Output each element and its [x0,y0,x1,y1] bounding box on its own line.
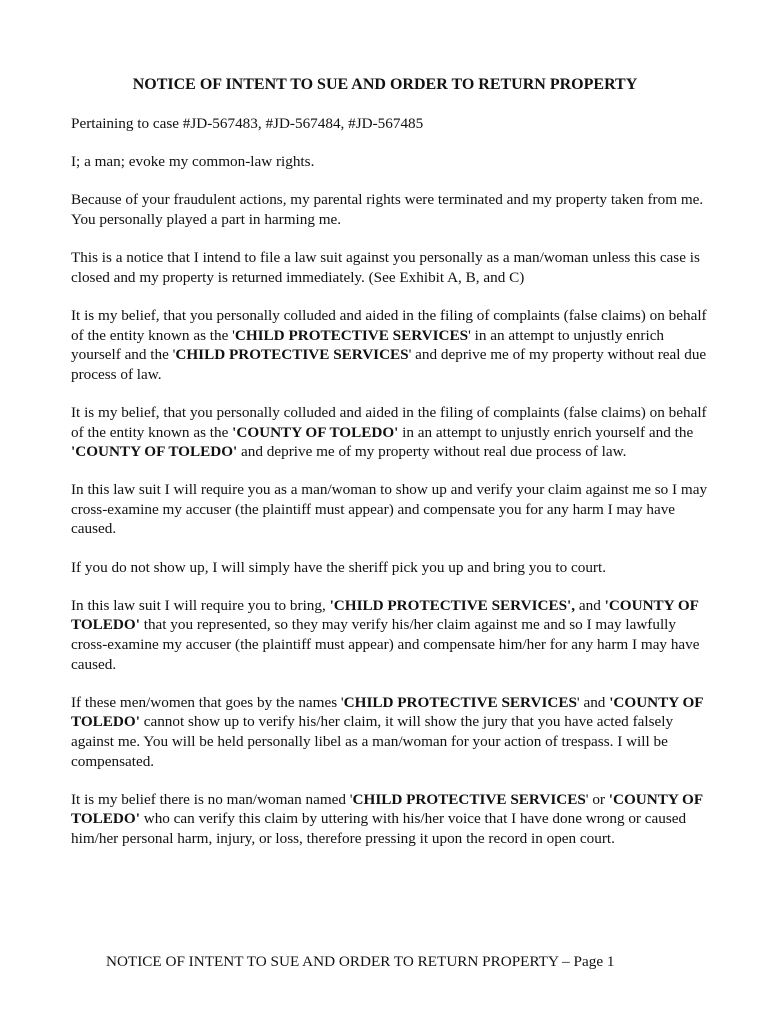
paragraph-text: Because of your fraudulent actions, my parental rights were terminated and my property taken from me. You personally played a part in harming me. [71,191,704,228]
bold-entity-name: 'COUNTY OF TOLEDO' [71,790,703,828]
paragraph-text: that you represented, so they may verify his/her claim against me and so I may lawfully cross-examine my accuser (the plaintiff must appear) and compensate him/her for any harm I may have caused. [71,616,700,673]
paragraph-text: in an attempt to unjustly enrich yourself and the [398,423,694,441]
bold-entity-name: 'COUNTY OF TOLEDO' [232,423,399,441]
bold-entity-name: CHILD PROTECTIVE SERVICES [175,346,409,364]
paragraph-text: ' in an attempt to unjustly enrich yourself and the ' [71,326,665,364]
body-paragraph [71,114,711,134]
body-paragraph [71,248,711,287]
paragraph-text: who can verify this claim by uttering with his/her voice that I have done wrong or caused him/her personal harm, injury, or loss, therefore pressing it upon the record in open court. [71,810,687,847]
body-paragraph [71,152,711,172]
paragraph-text: ' or [585,790,609,808]
bold-entity-name: 'COUNTY OF TOLEDO' [71,693,703,731]
bold-entity-name: 'COUNTY OF TOLEDO' [71,596,699,634]
body-paragraph [71,480,711,539]
paragraph-text: Pertaining to case #JD-567483, #JD-567484, #JD-567485 [71,115,424,132]
body-paragraph [71,693,711,771]
paragraph-text: cannot show up to verify his/her claim, it will show the jury that you have acted falsely against me. You will be held personally libel as a man/woman for your action of trespass. I will be compensated. [71,713,674,770]
paragraph-text: If you do not show up, I will simply have the sheriff pick you up and bring you to court. [71,558,607,576]
document-body [71,114,711,867]
bold-entity-name: 'COUNTY OF TOLEDO' [71,443,238,461]
paragraph-text: It is my belief there is no man/woman named ' [71,790,353,808]
paragraph-text: ' and deprive me of my property without real due process of law. [71,346,707,383]
body-paragraph [71,190,711,229]
bold-entity-name: CHILD PROTECTIVE SERVICES [343,693,577,711]
body-paragraph [71,306,711,384]
paragraph-text: and deprive me of my property without real due process of law. [237,443,627,461]
document-title: NOTICE OF INTENT TO SUE AND ORDER TO RETURN PROPERTY [132,76,638,93]
paragraph-text: In this law suit I will require you to bring, [71,596,330,614]
paragraph-text: I; a man; evoke my common-law rights. [71,153,315,171]
bold-entity-name: 'CHILD PROTECTIVE SERVICES', [329,596,576,614]
paragraph-text: and [575,596,605,614]
paragraph-text: It is my belief, that you personally colluded and aided in the filing of complaints (false claims) on behalf of the entity known as the ' [71,306,707,344]
page-footer: NOTICE OF INTENT TO SUE AND ORDER TO RETURN PROPERTY – Page 1 [106,953,615,970]
bold-entity-name: CHILD PROTECTIVE SERVICES [352,790,586,808]
paragraph-text: This is a notice that I intend to file a law suit against you personally as a man/woman unless this case is closed and my property is returned immediately. (See Exhibit A, B, and C) [71,249,700,286]
body-paragraph [71,790,711,849]
body-paragraph [71,558,711,578]
paragraph-text: It is my belief, that you personally colluded and aided in the filing of complaints (false claims) on behalf of the entity known as the [71,403,707,441]
body-paragraph [71,596,711,674]
paragraph-text: In this law suit I will require you as a man/woman to show up and verify your claim against me so I may cross-examine my accuser (the plaintiff must appear) and compensate you for any harm I may have caused. [71,481,708,538]
bold-entity-name: CHILD PROTECTIVE SERVICES [234,326,469,344]
paragraph-text: If these men/women that goes by the names ' [71,693,344,711]
body-paragraph [71,403,711,462]
paragraph-text: ' and [576,693,610,711]
